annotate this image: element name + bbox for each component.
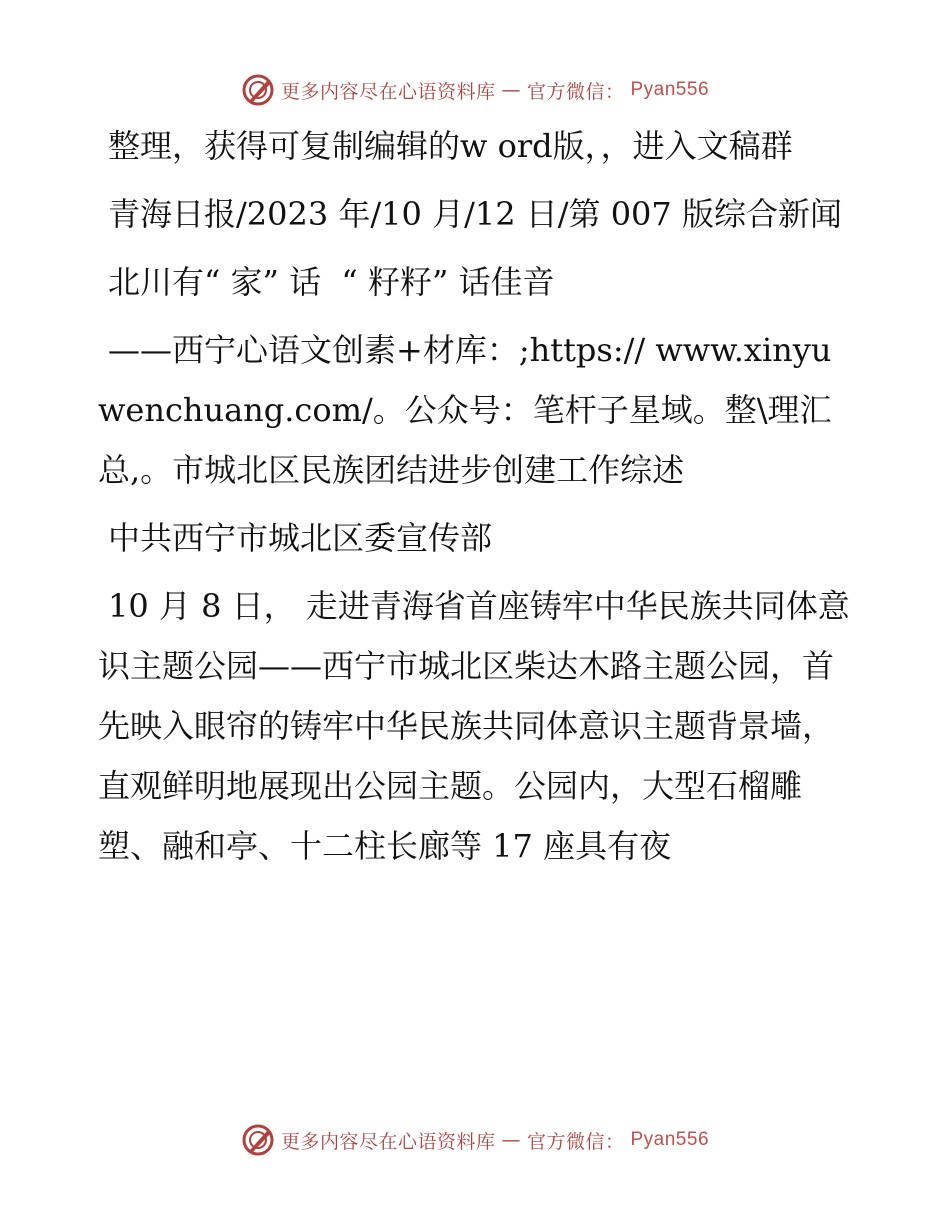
footer-separator: — — [501, 1129, 521, 1151]
paragraph-intro: 整理，获得可复制编辑的w ord版，，进入文稿群 — [108, 127, 793, 165]
footer-banner — [0, 1120, 950, 1160]
paragraph-headline: 北川有“ 家” 话 “ 籽籽” 话佳音 — [108, 263, 555, 301]
header-banner — [0, 70, 950, 110]
header-brand-text: 更多内容尽在心语资料库 — [280, 80, 496, 103]
paragraph-body: 10 月 8 日， 走进青海省首座铸牢中华民族共同体意识主题公园——西宁市城北区柴达木路主题公园，首先映入眼帘的铸牢中华民族共同体意识主题背景墙，直观鲜明地展现出公园主题。公园内，大型石榴雕塑、融和亭、十二柱长廊等 17 座具有夜 — [98, 587, 850, 865]
header-official-label: 官方微信： — [526, 80, 625, 103]
footer-brand-text: 更多内容尽在心语资料库 — [280, 1130, 496, 1153]
brush-logo-icon — [241, 1123, 275, 1157]
paragraph-author: 中共西宁市城北区委宣传部 — [108, 519, 493, 557]
footer-account: Pyan556 — [630, 1129, 710, 1150]
header-banner-content — [241, 73, 709, 107]
header-separator: — — [501, 79, 521, 101]
brush-logo-icon — [241, 73, 275, 107]
paragraph-source: 青海日报/2023 年/10 月/12 日/第 007 版综合新闻 — [108, 195, 842, 233]
document-body — [98, 116, 858, 884]
footer-banner-content — [241, 1123, 709, 1157]
header-account: Pyan556 — [630, 79, 710, 100]
paragraph-subheadline: ——西宁心语文创素+材库：;https:// www.xinyuwenchuang.com/。公众号：笔杆子星域。整\理汇总,。市城北区民族团结进步创建工作综述 — [98, 331, 832, 489]
footer-official-label: 官方微信： — [526, 1130, 625, 1153]
